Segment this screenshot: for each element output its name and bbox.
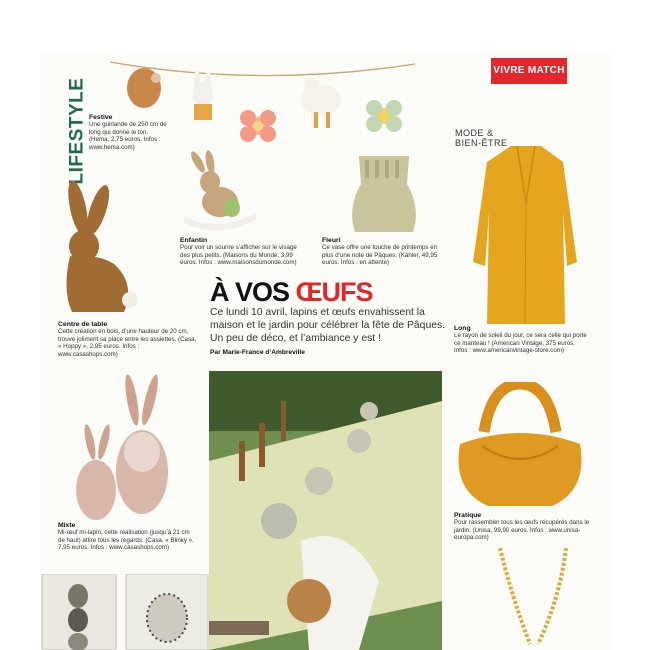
caption-long: Long Le rayon de soleil du jour, ce sera celle qui porte ce manteau ! (American Vintage, 375 euros. Infos : www.americanvintage-store.com) [454,325,587,355]
caption-fleuri: Fleuri Ce vase offre une touche de printemps en plus d’une note de Pâques. (Kähler, 49,95 euros. Infos : en attente) [322,237,438,267]
yellow-coat-image [467,142,585,327]
vase-image [347,148,421,240]
ceramic-bunnies-image [70,372,170,524]
magazine-logo: VIVRE MATCH [491,58,567,84]
egg-prints-image [40,574,210,650]
gold-necklace-image [490,548,590,650]
caption-festive: Festive Une guirlande de 250 cm de long qui donne le ton. (Hema, 2,75 euros. Infos : www.hema.com) [89,114,167,151]
article-headline: À VOS ŒUFS [210,277,373,307]
garden-table-photo [209,371,442,650]
section-title-vertical: LIFESTYLE [66,77,88,185]
section-mode-label: MODE & BIEN-ÊTRE [455,128,508,148]
caption-mixte: Mixte Mi-œuf mi-lapin, cette réalisation (jusqu’à 21 cm de haut) attire tous les regards. (Casa, « Blinky », 7,95 euros. Infos : www.casashops.com) [58,522,194,552]
caption-enfantin: Enfantin Pour voir un sourire s’afficher sur le visage des plus petits. (Maisons du Monde, 3,99 euros. Infos : www.maisonsdumonde.com) [180,237,297,267]
article-byline: Par Marie-France d’Ambreville [210,349,305,356]
caption-centre-de-table: Centre de table Cette création en bois, d’une hauteur de 20 cm, trouve joliment sa place entre les assiettes. (Casa, « Hoppy », 2,95 euros. Infos : www.casashops.com) [58,321,197,358]
rocking-bunny-image [180,150,260,232]
caption-pratique: Pratique Pour rassembler tous les œufs récupérés dans le jardin. (Unisa, 99,90 euros. Infos : www.unisa-europa.com) [454,512,590,542]
article-lede: Ce lundi 10 avril, lapins et œufs envahissent la maison et le jardin pour célébrer la fête de Pâques. Un peu de déco, et l’ambiance y est ! [210,307,446,344]
wooden-bunny-image [60,178,140,316]
orange-handbag-image [452,382,587,510]
